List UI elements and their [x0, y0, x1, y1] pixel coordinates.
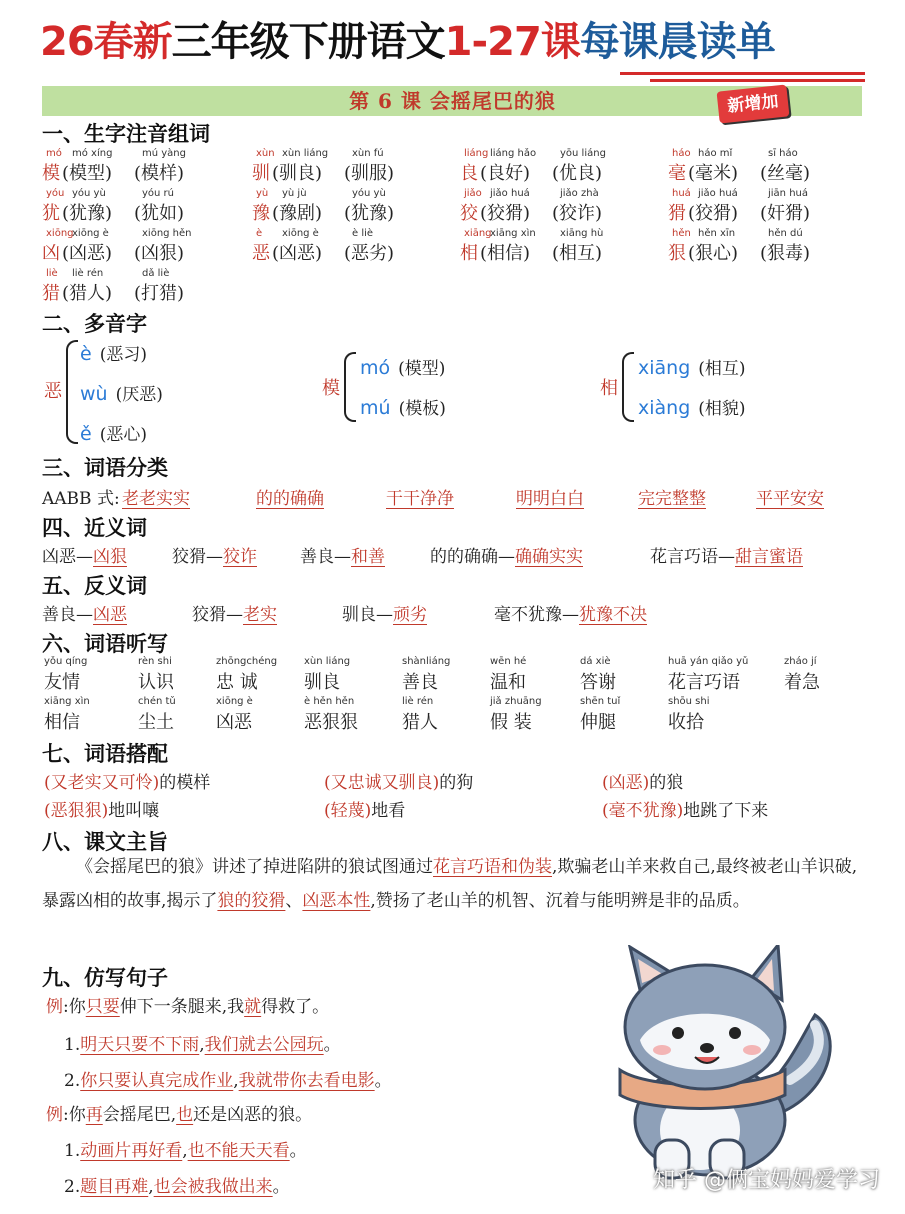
word-pinyin: yù jù [282, 188, 307, 199]
char-entry [460, 228, 660, 268]
word-pinyin: xiōng hěn [142, 228, 192, 239]
antonym-word: 善良— [42, 605, 93, 625]
char-pinyin: xùn [256, 148, 275, 159]
section-heading: 三、词语分类 [42, 456, 168, 480]
word: (奸猾) [760, 203, 811, 224]
watermark: 知乎 @俩宝妈妈爱学习 [653, 1168, 880, 1193]
word-pinyin: xiāng xìn [490, 228, 536, 239]
dictation-word: 善良 [402, 672, 438, 693]
char-entry [668, 188, 868, 228]
collocation-answer: (又老实又可怜) [44, 773, 160, 793]
antonym-word: 狡猾— [192, 605, 243, 625]
char-pinyin: háo [672, 148, 691, 159]
dictation-word: 尘土 [138, 712, 174, 733]
antonym-answer: 凶恶 [93, 605, 127, 625]
char-entry [460, 148, 660, 188]
synonym-answer: 和善 [351, 547, 385, 567]
word: (犹豫) [62, 203, 113, 224]
word-pinyin: liè rén [72, 268, 104, 279]
word-pinyin: yōu liáng [560, 148, 606, 159]
word-pinyin: xùn liáng [282, 148, 329, 159]
answer-sentence: 2.你只要认真完成作业,我就带你去看电影。 [64, 1071, 392, 1091]
word: (犹豫) [344, 203, 395, 224]
polyphone-char: 相 [600, 378, 618, 399]
char-pinyin: è [256, 228, 263, 239]
synonym-word: 狡猾— [172, 547, 223, 567]
char-pinyin: xiāng [464, 228, 492, 239]
synonym-word: 花言巧语— [650, 547, 735, 567]
section-heading: 六、词语听写 [42, 632, 168, 656]
char-entry [668, 228, 868, 268]
character: 狡 [460, 203, 478, 224]
char-pinyin: liáng [464, 148, 489, 159]
word-pinyin: xùn fú [352, 148, 384, 159]
collocation-item [602, 768, 683, 793]
dictation-pinyin: shēn tuǐ [580, 696, 621, 707]
char-entry [42, 268, 242, 308]
word: (良好) [480, 163, 531, 184]
aabb-word: 的的确确 [256, 489, 324, 509]
collocation-text: 地跳了下来 [683, 801, 769, 821]
dictation-pinyin: huā yán qiǎo yǔ [668, 656, 749, 667]
antonym-answer: 老实 [243, 605, 277, 625]
aabb-word: 干干净净 [386, 489, 454, 509]
synonym-word: 善良— [300, 547, 351, 567]
antonym-word: 毫不犹豫— [494, 605, 579, 625]
dictation-word: 凶恶 [216, 712, 252, 733]
word-pinyin: jiǎo huá [698, 188, 738, 199]
character: 狠 [668, 243, 686, 264]
brace [622, 352, 634, 422]
word: (驯良) [272, 163, 323, 184]
title-underline-2 [650, 79, 865, 82]
collocation-item [44, 768, 210, 793]
synonym-pair [42, 542, 127, 567]
word-pinyin: háo mǐ [698, 148, 733, 159]
char-entry [668, 148, 868, 188]
char-pinyin: jiǎo [464, 188, 482, 199]
word: (狠毒) [760, 243, 811, 264]
dictation-word: 伸腿 [580, 712, 616, 733]
collocation-item [44, 796, 159, 821]
dictation-pinyin: shōu shi [668, 696, 710, 707]
collocation-answer: (又忠诚又驯良) [324, 773, 440, 793]
dictation-word: 认识 [138, 672, 174, 693]
dictation-pinyin: rèn shi [138, 656, 172, 667]
aabb-row: AABB 式: [42, 489, 120, 509]
synonym-pair [172, 542, 257, 567]
word-pinyin: è liè [352, 228, 374, 239]
dictation-pinyin: zháo jí [784, 656, 817, 667]
dictation-item [302, 656, 412, 696]
synonym-answer: 狡诈 [223, 547, 257, 567]
antonym-word: 驯良— [342, 605, 393, 625]
synonym-word: 凶恶— [42, 547, 93, 567]
dictation-word: 相信 [44, 712, 80, 733]
aabb-word: 完完整整 [638, 489, 706, 509]
section-heading: 四、近义词 [42, 516, 147, 540]
character: 良 [460, 163, 478, 184]
collocation-answer: (毫不犹豫) [602, 801, 684, 821]
word: (凶恶) [62, 243, 113, 264]
synonym-pair [300, 542, 385, 567]
antonym-pair [342, 600, 427, 625]
character: 凶 [42, 243, 60, 264]
synonym-answer: 确确实实 [515, 547, 583, 567]
collocation-text: 地看 [371, 801, 406, 821]
word-pinyin: yóu yù [72, 188, 106, 199]
word-pinyin: jiǎo huá [490, 188, 530, 199]
word: (毫米) [688, 163, 739, 184]
word: (猎人) [62, 283, 113, 304]
dictation-word: 花言巧语 [668, 672, 740, 693]
word-pinyin: mú yàng [142, 148, 186, 159]
dictation-pinyin: è hěn hěn [304, 696, 355, 707]
word-pinyin: sī háo [768, 148, 798, 159]
char-pinyin: huá [672, 188, 691, 199]
char-pinyin: hěn [672, 228, 691, 239]
word: (打猎) [134, 283, 185, 304]
char-entry [42, 148, 242, 188]
section-heading: 五、反义词 [42, 574, 147, 598]
character: 毫 [668, 163, 686, 184]
word-pinyin: mó xíng [72, 148, 113, 159]
word-pinyin: xiōng è [72, 228, 109, 239]
word: (凶狠) [134, 243, 185, 264]
char-entry [42, 228, 242, 268]
synonym-pair [430, 542, 583, 567]
synonym-word: 的的确确— [430, 547, 515, 567]
new-badge: 新增加 [717, 84, 790, 123]
word: (相信) [480, 243, 531, 264]
word-pinyin: yóu yù [352, 188, 386, 199]
char-pinyin: mó [46, 148, 62, 159]
dictation-word: 温和 [490, 672, 526, 693]
char-pinyin: liè [46, 268, 58, 279]
wolf-illustration [600, 945, 850, 1180]
char-entry [252, 148, 452, 188]
dictation-item [666, 656, 776, 696]
answer-sentence: 1.明天只要不下雨,我们就去公园玩。 [64, 1035, 341, 1055]
synonym-pair [650, 542, 803, 567]
dictation-pinyin: yǒu qíng [44, 656, 88, 667]
word: (优良) [552, 163, 603, 184]
dictation-pinyin: liè rén [402, 696, 434, 707]
character: 恶 [252, 243, 270, 264]
antonym-answer: 顽劣 [393, 605, 427, 625]
char-pinyin: xiōng [46, 228, 74, 239]
collocation-answer: (凶恶) [602, 773, 650, 793]
char-entry [460, 188, 660, 228]
synonym-answer: 甜言蜜语 [735, 547, 803, 567]
answer-sentence: 1.动画片再好看,也不能天天看。 [64, 1141, 307, 1161]
dictation-word: 猎人 [402, 712, 438, 733]
dictation-item [666, 696, 776, 736]
character: 模 [42, 163, 60, 184]
dictation-pinyin: zhōngchéng [216, 656, 278, 667]
page-title: 26春新三年级下册语文1-27课每课晨读单 [40, 19, 775, 65]
collocation-text: 的模样 [159, 773, 211, 793]
theme-paragraph: 《会摇尾巴的狼》讲述了掉进陷阱的狼试图通过花言巧语和伪装,欺骗老山羊来救自己,最终被老山羊识破,暴露凶相的故事,揭示了狼的狡猾、凶恶本性,赞扬了老山羊的机智、沉着与能明辨是非的品质。 [42, 857, 858, 911]
character: 犹 [42, 203, 60, 224]
dictation-pinyin: dá xiè [580, 656, 611, 667]
character: 猎 [42, 283, 60, 304]
title-underline [620, 72, 865, 75]
word: (狠心) [688, 243, 739, 264]
dictation-pinyin: xiōng è [216, 696, 253, 707]
section-heading: 一、生字注音组词 [42, 122, 210, 146]
char-pinyin: yù [256, 188, 269, 199]
collocation-item [602, 796, 768, 821]
character: 驯 [252, 163, 270, 184]
polyphone-char: 模 [322, 378, 340, 399]
word: (狡猾) [688, 203, 739, 224]
dictation-item [782, 656, 892, 696]
word: (模型) [62, 163, 113, 184]
collocation-answer: (恶狠狠) [44, 801, 109, 821]
antonym-pair [192, 600, 277, 625]
word: (豫剧) [272, 203, 323, 224]
word-pinyin: hěn dú [768, 228, 803, 239]
dictation-word: 答谢 [580, 672, 616, 693]
dictation-pinyin: xùn liáng [304, 656, 351, 667]
collocation-text: 的狗 [439, 773, 474, 793]
dictation-item [302, 696, 412, 736]
word-pinyin: xiōng è [282, 228, 319, 239]
word: (恶劣) [344, 243, 395, 264]
word: (狡诈) [552, 203, 603, 224]
dictation-word: 恶狠狠 [304, 712, 358, 733]
section-heading: 八、课文主旨 [42, 830, 168, 854]
section-heading: 二、多音字 [42, 312, 147, 336]
dictation-word: 友情 [44, 672, 80, 693]
antonym-pair [42, 600, 127, 625]
collocation-text: 的狼 [649, 773, 684, 793]
word: (凶恶) [272, 243, 323, 264]
collocation-item [324, 796, 405, 821]
brace [66, 340, 78, 444]
example-sentence: 例:你再会摇尾巴,也还是凶恶的狼。 [46, 1105, 313, 1125]
word: (狡猾) [480, 203, 531, 224]
word-pinyin: liáng hǎo [490, 148, 537, 159]
dictation-word: 收拾 [668, 712, 704, 733]
dictation-pinyin: jiǎ zhuāng [490, 696, 542, 707]
word-pinyin: jiǎo zhà [560, 188, 599, 199]
collocation-answer: (轻蔑) [324, 801, 372, 821]
character: 豫 [252, 203, 270, 224]
character: 相 [460, 243, 478, 264]
aabb-word: 老老实实 [122, 489, 190, 509]
char-entry [42, 188, 242, 228]
char-entry [252, 188, 452, 228]
lesson-title: 第 6 课 会摇尾巴的狼 [349, 89, 556, 113]
antonym-pair [494, 600, 647, 625]
dictation-word: 着急 [784, 672, 820, 693]
word-pinyin: jiān huá [768, 188, 809, 199]
dictation-pinyin: shànliáng [402, 656, 451, 667]
polyphone-char: 恶 [44, 381, 62, 402]
dictation-pinyin: chén tǔ [138, 696, 176, 707]
char-entry [252, 228, 452, 268]
collocation-item [324, 768, 473, 793]
answer-sentence: 2.题目再难,也会被我做出来。 [64, 1177, 290, 1197]
word: (犹如) [134, 203, 185, 224]
dictation-pinyin: xiāng xìn [44, 696, 90, 707]
word-pinyin: dǎ liè [142, 268, 170, 279]
example-sentence: 例:你只要伸下一条腿来,我就得救了。 [46, 997, 330, 1017]
section-heading: 九、仿写句子 [42, 966, 168, 990]
word: (模样) [134, 163, 185, 184]
dictation-word: 假 装 [490, 712, 532, 733]
word: (丝毫) [760, 163, 811, 184]
antonym-answer: 犹豫不决 [579, 605, 647, 625]
synonym-answer: 凶狠 [93, 547, 127, 567]
dictation-pinyin: wēn hé [490, 656, 527, 667]
word: (驯服) [344, 163, 395, 184]
collocation-text: 地叫嚷 [108, 801, 160, 821]
char-pinyin: yóu [46, 188, 65, 199]
section-heading: 七、词语搭配 [42, 742, 168, 766]
brace [344, 352, 356, 422]
dictation-word: 驯良 [304, 672, 340, 693]
word: (相互) [552, 243, 603, 264]
word-pinyin: xiāng hù [560, 228, 604, 239]
aabb-word: 明明白白 [516, 489, 584, 509]
dictation-word: 忠 诚 [216, 672, 258, 693]
word-pinyin: yóu rú [142, 188, 175, 199]
word-pinyin: hěn xīn [698, 228, 736, 239]
aabb-word: 平平安安 [756, 489, 824, 509]
character: 猾 [668, 203, 686, 224]
